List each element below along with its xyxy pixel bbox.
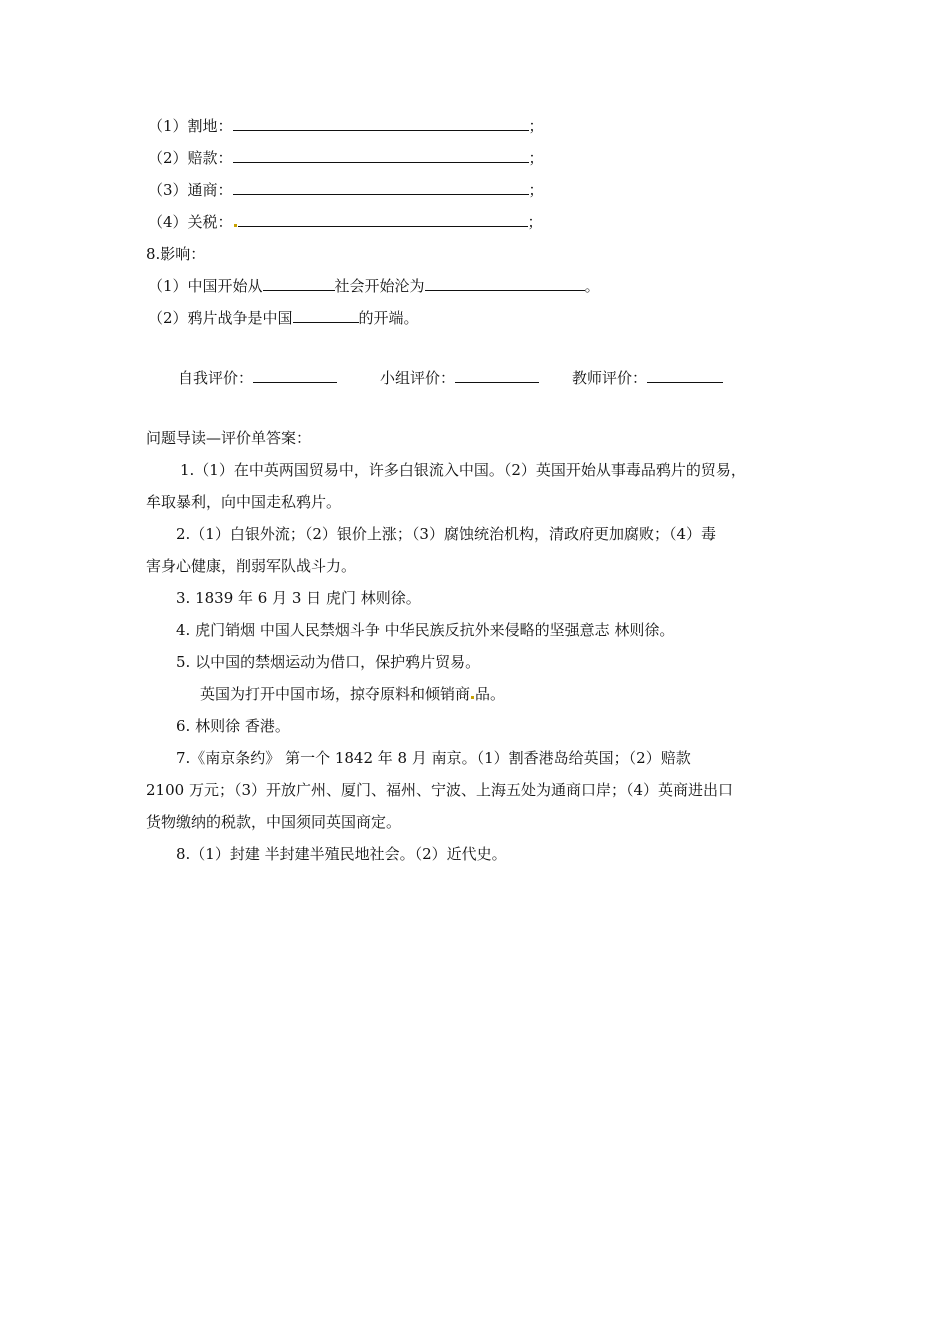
- semicolon: ；: [528, 181, 544, 199]
- answer-3: 3. 1839 年 6 月 3 日 虎门 林则徐。: [176, 589, 421, 607]
- fill-item-label: （1）割地：: [148, 117, 233, 135]
- answer-blank[interactable]: [233, 148, 529, 163]
- answer-5-line-1: 5. 以中国的禁烟运动为借口，保护鸦片贸易。: [176, 653, 481, 671]
- impact-text: （1）中国开始从: [148, 277, 263, 295]
- self-evaluation-label: 自我评价：: [178, 369, 254, 387]
- impact-text: 的开端。: [358, 309, 419, 327]
- fill-item-tariff: [148, 212, 543, 232]
- answer-7-line-2: 2100 万元；（3）开放广州、厦门、福州、宁波、上海五处为通商口岸；（4）英商进出口: [146, 781, 734, 799]
- teacher-evaluation: [572, 368, 723, 388]
- impact-heading: 8.影响：: [146, 245, 206, 263]
- fill-item-land: [148, 116, 544, 136]
- group-evaluation: [380, 368, 539, 388]
- answer-1-line-2: 牟取暴利，向中国走私鸦片。: [146, 493, 342, 511]
- fill-item-label: （4）关税：: [148, 213, 233, 231]
- group-evaluation-blank[interactable]: [455, 368, 539, 383]
- answer-blank[interactable]: [425, 276, 585, 291]
- self-evaluation-blank[interactable]: [253, 368, 337, 383]
- answer-7-line-1: 7.《南京条约》 第一个 1842 年 8 月 南京。（1）割香港岛给英国；（2）赔款: [176, 749, 691, 767]
- answers-title: 问题导读—评价单答案：: [146, 429, 312, 447]
- answer-2-line-1: 2.（1）白银外流；（2）银价上涨；（3）腐蚀统治机构，清政府更加腐败；（4）毒: [176, 525, 716, 543]
- answer-text: 品。: [475, 685, 506, 703]
- fill-item-label: （3）通商：: [148, 181, 233, 199]
- answer-blank[interactable]: [263, 276, 335, 291]
- semicolon: ；: [528, 149, 544, 167]
- mark-dot: [471, 696, 474, 699]
- teacher-evaluation-label: 教师评价：: [572, 369, 648, 387]
- period: 。: [584, 277, 600, 295]
- answer-blank[interactable]: [293, 308, 359, 323]
- impact-text: （2）鸦片战争是中国: [148, 309, 293, 327]
- impact-line-2: [148, 308, 419, 328]
- answer-8: 8.（1）封建 半封建半殖民地社会。（2）近代史。: [176, 845, 507, 863]
- answer-text: 英国为打开中国市场，掠夺原料和倾销商: [200, 685, 471, 703]
- group-evaluation-label: 小组评价：: [380, 369, 456, 387]
- answer-4: 4. 虎门销烟 中国人民禁烟斗争 中华民族反抗外来侵略的坚强意志 林则徐。: [176, 621, 675, 639]
- answer-blank[interactable]: [233, 180, 529, 195]
- answer-blank[interactable]: [233, 116, 529, 131]
- answer-blank[interactable]: [238, 212, 528, 227]
- impact-line-1: [148, 276, 600, 296]
- mark-dot: [234, 224, 237, 227]
- fill-item-indemnity: [148, 148, 544, 168]
- impact-text: 社会开始沦为: [334, 277, 425, 295]
- answer-2-line-2: 害身心健康，削弱军队战斗力。: [146, 557, 357, 575]
- semicolon: ；: [527, 213, 543, 231]
- answer-7-line-3: 货物缴纳的税款，中国须同英国商定。: [146, 813, 402, 831]
- fill-item-label: （2）赔款：: [148, 149, 233, 167]
- self-evaluation: [178, 368, 337, 388]
- semicolon: ；: [528, 117, 544, 135]
- fill-item-trade: [148, 180, 544, 200]
- answer-5-line-2: [200, 684, 505, 704]
- teacher-evaluation-blank[interactable]: [647, 368, 723, 383]
- answer-6: 6. 林则徐 香港。: [176, 717, 290, 735]
- answer-1-line-1: 1.（1）在中英两国贸易中，许多白银流入中国。（2）英国开始从事毒品鸦片的贸易，: [180, 461, 746, 479]
